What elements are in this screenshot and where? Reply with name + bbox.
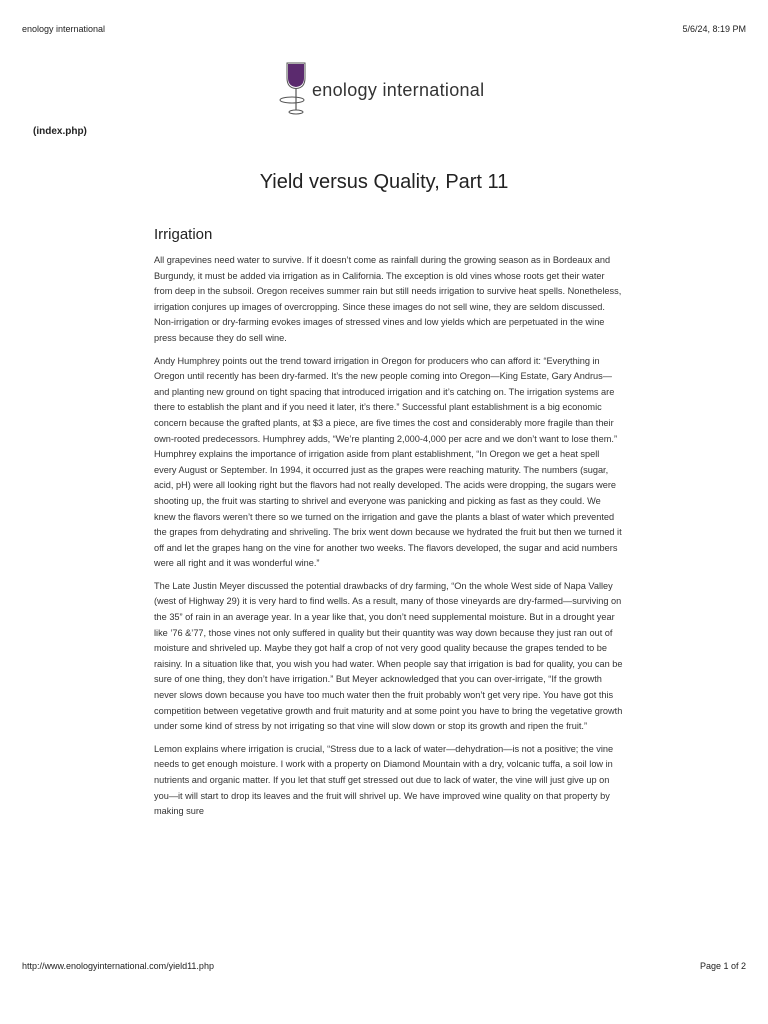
print-header-site-name: enology international: [22, 24, 106, 34]
article-body: [154, 226, 624, 827]
page-title: Yield versus Quality, Part 11: [259, 171, 509, 193]
print-footer-page-number: Page 1 of 2: [699, 961, 746, 971]
article-paragraph: All grapevines need water to survive. If it doesn’t come as rainfall during the growing season as in Bordeaux and Burgundy, it must be added via irrigation as in California. The exception is old vines whose roots get their water from deep in the subsoil. Oregon receives summer rain but still needs irrigation to survive heat spells. Nonetheless, irrigation conjures up images of overcropping. Since these images do not sell wine, they are seldom discussed. Non-irrigation or dry-farming evokes images of stressed vines and low yields which are perpetuated in the wine press because they do sell wine.: [154, 255, 622, 343]
site-logo[interactable]: [276, 60, 506, 118]
article-paragraph: The Late Justin Meyer discussed the potential drawbacks of dry farming, “On the whole West side of Napa Valley (west of Highway 29) it is very hard to find wells. As a result, many of those vineyards are dry-farmed—surviving on the 35” of rain in an average year. In a year like that, you don’t need supplemental moisture. But in a drought year like ’76 &’77, those vines not only suffered in quality but their quantity was way down because they just ran out of moisture and shriveled up. Maybe they got half a crop of not very good quality because the grapes tended to be raisiny. In a situation like that, you wish you had water. When people say that irrigation is bad for quality, you can be sure of one thing, they don’t have irrigation.” But Meyer acknowledged that you can over-irrigate, “If the growth never slows down because you have too much water then the fruit probably won’t get very ripe. You have got this competition between vegetative growth and fruit maturity and at some point you have to bring the vegetative growth under some kind of stress by not irrigating so that vine will slow down or stop its growth and ripen the fruit.”: [154, 580, 623, 732]
print-header-datetime: 5/6/24, 8:19 PM: [682, 24, 746, 34]
section-heading: Irrigation: [154, 226, 213, 243]
print-footer-url: http://www.enologyinternational.com/yield11.php: [22, 961, 214, 971]
logo-text: enology international: [312, 80, 485, 100]
article-paragraph: Lemon explains where irrigation is crucial, “Stress due to a lack of water—dehydration—is not a positive; the vine needs to get enough moisture. I work with a property on Diamond Mountain with a dry, volcanic tuffa, a soil low in nutrients and organic matter. If you let that stuff get stressed out due to lack of water, the vine will just give up on you—it will start to drop its leaves and the fruit will shrivel up. We have improved wine quality on that property by making sure: [154, 743, 614, 817]
wine-glass-icon: [276, 60, 316, 118]
index-link[interactable]: (index.php): [33, 126, 87, 137]
article-paragraph: Andy Humphrey points out the trend toward irrigation in Oregon for producers who can afford it: “Everything in Oregon until recently has been dry-farmed. It’s the new people coming into Oregon—King Estate, Gary Andrus—and planting new ground on tight spacing that introduced irrigation and it’s catching on. The irrigation systems are there to establish the plant and if you need it later, it’s there.” Successful plant establishment is a big economic concern because the grafted plants, at $3 a piece, are five times the cost and considerably more fragile than their own-rooted predecessors. Humphrey adds, “We’re planting 2,000-4,000 per acre and we don’t want to lose them.” Humphrey explains the importance of irrigation aside from plant establishment, “In Oregon we get a heat spell every August or September. In 1994, it occurred just as the grapes were reaching maturity. The numbers (sugar, acid, pH) were all looking right but the flavors had not really developed. The acids were dropping, the sugars were shooting up, the fruit was starting to shrivel and everyone was panicking and picking as fast as they could. We knew the flavors weren’t there so we turned on the irrigation and gave the plants a blast of water which prevented the grapes from dehydrating and shriveling. The brix went down because we hydrated the fruit but then we turned it off and let the grapes hang on the vine for another two weeks. The flavors developed, the sugar and acid numbers were all right and it was wonderful wine.”: [154, 355, 622, 569]
